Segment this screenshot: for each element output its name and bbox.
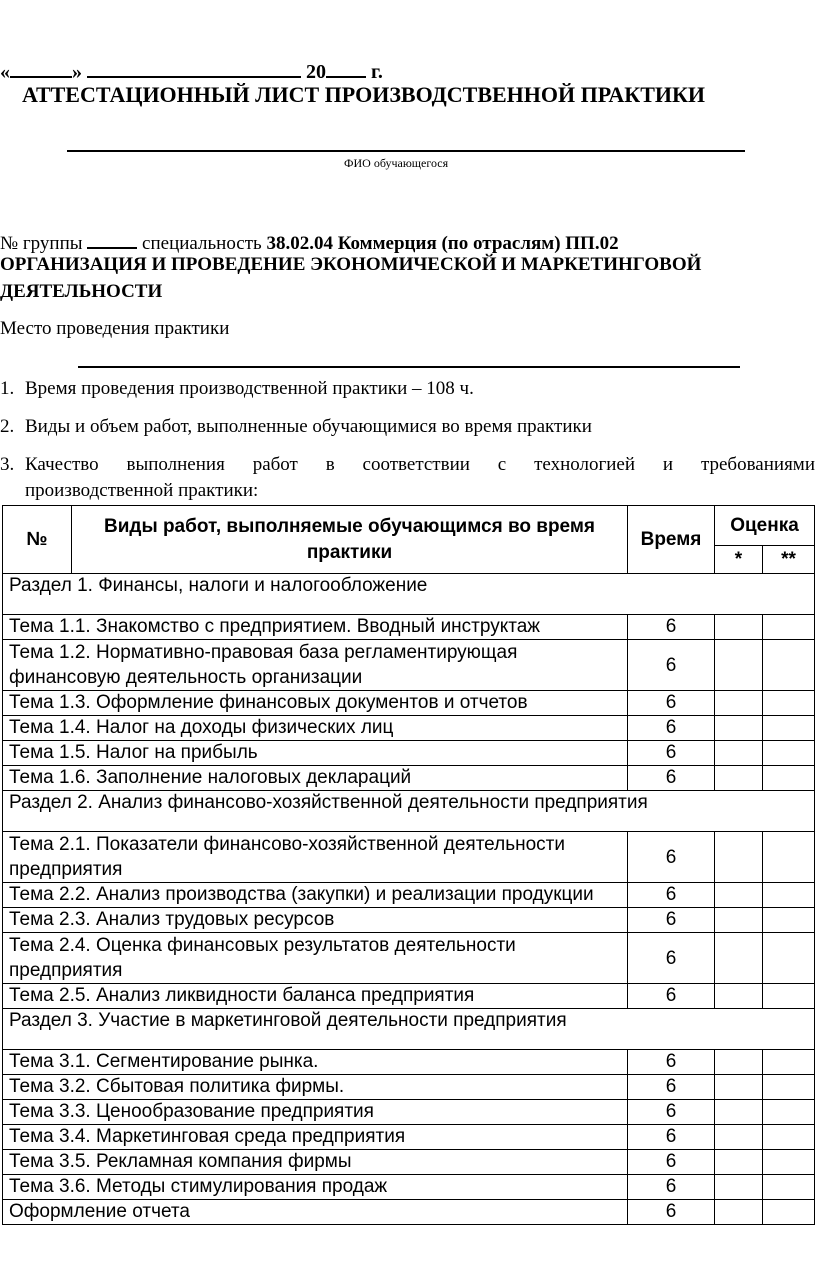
list-item-text: Качество выполнения работ в соответствии с технологией и требованиями [25,454,815,475]
year-blank[interactable] [326,56,366,78]
table-row [3,984,815,1009]
grade-cell-b[interactable] [763,832,815,883]
specialty-value: 38.02.04 Коммерция (по отраслям) ПП.02 [266,233,619,254]
grade-cell-a[interactable] [715,883,763,908]
table-row [3,766,815,791]
topic-cell: Тема 1.3. Оформление финансовых документов и отчетов [3,691,628,716]
grade-cell-b[interactable] [763,615,815,640]
time-cell: 6 [628,615,715,640]
grade-cell-b[interactable] [763,1125,815,1150]
group-specialty-line [0,229,619,255]
section-row [3,574,815,615]
time-cell: 6 [628,741,715,766]
page-title: АТТЕСТАЦИОННЫЙ ЛИСТ ПРОИЗВОДСТВЕННОЙ ПРАКТИКИ [22,82,706,107]
table-row [3,691,815,716]
table-row [3,741,815,766]
topic-cell: Тема 2.2. Анализ производства (закупки) и реализации продукции [3,883,628,908]
col-header-time: Время [628,506,715,574]
section-title: Раздел 2. Анализ финансово-хозяйственной деятельности предприятия [3,791,815,832]
section-title: Раздел 1. Финансы, налоги и налогообложение [3,574,815,615]
grade-cell-a[interactable] [715,1200,763,1225]
year-suffix: г. [371,61,383,83]
day-blank[interactable] [10,56,72,78]
list-item-number: 1. [0,378,15,399]
table-row [3,832,815,883]
group-blank[interactable] [87,229,137,249]
month-blank[interactable] [87,56,301,78]
group-label: № группы [0,233,83,254]
grade-cell-b[interactable] [763,1075,815,1100]
grade-cell-b[interactable] [763,716,815,741]
grade-cell-a[interactable] [715,766,763,791]
grade-cell-b[interactable] [763,1100,815,1125]
col-header-num: № [3,506,72,574]
topic-cell: Тема 2.4. Оценка финансовых результатов деятельности предприятия [3,933,628,984]
grade-cell-b[interactable] [763,1150,815,1175]
topic-cell: Оформление отчета [3,1200,628,1225]
table-row [3,1100,815,1125]
topic-cell: Тема 1.1. Знакомство с предприятием. Вводный инструктаж [3,615,628,640]
topic-cell: Тема 3.6. Методы стимулирования продаж [3,1175,628,1200]
place-blank-line[interactable] [78,366,740,368]
module-title-line1: ОРГАНИЗАЦИЯ И ПРОВЕДЕНИЕ ЭКОНОМИЧЕСКОЙ И МАРКЕТИНГОВОЙ [0,254,702,275]
time-cell: 6 [628,1050,715,1075]
table-row [3,1050,815,1075]
grade-cell-a[interactable] [715,615,763,640]
time-cell: 6 [628,984,715,1009]
table-row [3,908,815,933]
topic-cell: Тема 1.5. Налог на прибыль [3,741,628,766]
grade-cell-b[interactable] [763,933,815,984]
time-cell: 6 [628,832,715,883]
grade-cell-a[interactable] [715,1125,763,1150]
topic-cell: Тема 2.3. Анализ трудовых ресурсов [3,908,628,933]
grade-cell-b[interactable] [763,640,815,691]
topic-cell: Тема 2.1. Показатели финансово-хозяйственной деятельности предприятия [3,832,628,883]
time-cell: 6 [628,1100,715,1125]
grade-cell-b[interactable] [763,1200,815,1225]
place-label: Место проведения практики [0,318,230,339]
list-item [0,454,816,504]
grade-cell-a[interactable] [715,933,763,984]
grade-cell-b[interactable] [763,984,815,1009]
topic-cell: Тема 2.5. Анализ ликвидности баланса предприятия [3,984,628,1009]
list-item-text-cont: производственной практики: [25,480,259,501]
time-cell: 6 [628,1125,715,1150]
grade-cell-a[interactable] [715,1075,763,1100]
section-title: Раздел 3. Участие в маркетинговой деятельности предприятия [3,1009,815,1050]
fio-blank-line[interactable] [67,150,745,152]
grade-cell-b[interactable] [763,1175,815,1200]
time-cell: 6 [628,766,715,791]
col-header-work: Виды работ, выполняемые обучающимся во время практики [72,506,628,574]
topic-cell: Тема 3.2. Сбытовая политика фирмы. [3,1075,628,1100]
grade-cell-a[interactable] [715,640,763,691]
fio-caption: ФИО обучающегося [344,156,449,170]
work-table [2,505,815,1225]
list-item [0,416,816,440]
section-row [3,791,815,832]
table-row [3,716,815,741]
time-cell: 6 [628,691,715,716]
grade-cell-a[interactable] [715,741,763,766]
grade-cell-a[interactable] [715,832,763,883]
list-item-number: 2. [0,416,15,437]
year-prefix: 20 [306,61,326,83]
list-item-text: Виды и объем работ, выполненные обучающимися во время практики [25,416,592,437]
table-row [3,1075,815,1100]
time-cell: 6 [628,1200,715,1225]
grade-cell-a[interactable] [715,984,763,1009]
table-row [3,883,815,908]
grade-cell-b[interactable] [763,766,815,791]
module-title-line2: ДЕЯТЕЛЬНОСТИ [0,281,163,302]
list-item-text: Время проведения производственной практики – 108 ч. [25,378,474,399]
time-cell: 6 [628,640,715,691]
time-cell: 6 [628,883,715,908]
topic-cell: Тема 3.3. Ценообразование предприятия [3,1100,628,1125]
list-item [0,378,816,402]
time-cell: 6 [628,933,715,984]
table-row [3,933,815,984]
date-line [0,56,383,84]
time-cell: 6 [628,716,715,741]
table-row [3,1200,815,1225]
table-row [3,1150,815,1175]
date-quote-open: « [0,61,10,83]
section-row [3,1009,815,1050]
grade-cell-b[interactable] [763,908,815,933]
grade-cell-a[interactable] [715,908,763,933]
grade-cell-a[interactable] [715,1150,763,1175]
topic-cell: Тема 1.6. Заполнение налоговых деклараций [3,766,628,791]
col-header-grade: Оценка [715,506,815,546]
table-row [3,1125,815,1150]
specialty-label: специальность [142,233,262,254]
topic-cell: Тема 1.2. Нормативно-правовая база регламентирующая финансовую деятельность организации [3,640,628,691]
grade-cell-b[interactable] [763,741,815,766]
time-cell: 6 [628,908,715,933]
time-cell: 6 [628,1075,715,1100]
grade-cell-b[interactable] [763,883,815,908]
table-row [3,640,815,691]
col-header-grade-a: * [715,546,763,574]
time-cell: 6 [628,1175,715,1200]
grade-cell-a[interactable] [715,1100,763,1125]
topic-cell: Тема 1.4. Налог на доходы физических лиц [3,716,628,741]
topic-cell: Тема 3.1. Сегментирование рынка. [3,1050,628,1075]
col-header-grade-b: ** [763,546,815,574]
date-quote-close: » [72,61,82,83]
grade-cell-b[interactable] [763,691,815,716]
table-row [3,1175,815,1200]
grade-cell-a[interactable] [715,1050,763,1075]
grade-cell-a[interactable] [715,691,763,716]
grade-cell-a[interactable] [715,716,763,741]
table-row [3,615,815,640]
time-cell: 6 [628,1150,715,1175]
list-item-number: 3. [0,454,15,475]
topic-cell: Тема 3.4. Маркетинговая среда предприятия [3,1125,628,1150]
grade-cell-a[interactable] [715,1175,763,1200]
topic-cell: Тема 3.5. Рекламная компания фирмы [3,1150,628,1175]
grade-cell-b[interactable] [763,1050,815,1075]
